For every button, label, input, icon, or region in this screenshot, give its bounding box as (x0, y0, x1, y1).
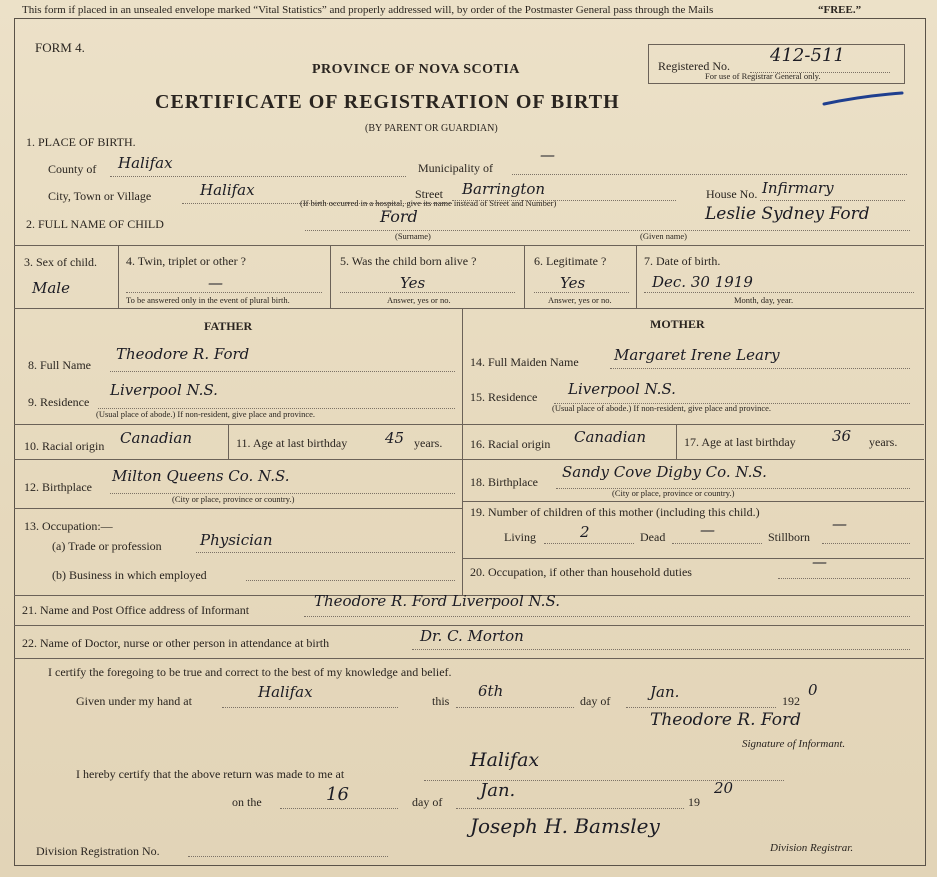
stillborn-value: — (832, 515, 847, 533)
division-registration-label: Division Registration No. (36, 844, 160, 858)
father-age-label: 11. Age at last birthday (236, 436, 348, 450)
father-racial-value: Canadian (120, 429, 193, 447)
mother-residence-note: (Usual place of abode.) If non-resident, give place and province. (552, 403, 772, 413)
child-surname-value: Ford (380, 207, 418, 226)
county-label: County of (48, 162, 97, 176)
hospital-note: (If birth occurred in a hospital, give its name instead of Street and Number) (300, 198, 557, 208)
return-place-value: Halifax (470, 749, 540, 771)
informant-label: 21. Name and Post Office address of Informant (22, 603, 250, 617)
registrar-signature: Joseph H. Bamsley (470, 814, 660, 838)
county-value: Halifax (118, 154, 173, 172)
division-registrar-caption: Division Registrar. (770, 842, 854, 854)
mother-name-value: Margaret Irene Leary (614, 346, 780, 364)
child-name-label: 2. FULL NAME OF CHILD (26, 217, 164, 231)
mother-name-label: 14. Full Maiden Name (470, 355, 579, 369)
mother-birthplace-label: 18. Birthplace (470, 475, 538, 489)
return-year-value: 20 (714, 779, 734, 797)
father-business-label: (b) Business in which employed (52, 568, 207, 582)
mother-heading: MOTHER (650, 317, 705, 331)
father-occupation-label: 13. Occupation:— (24, 519, 113, 533)
father-years: years. (414, 436, 443, 450)
legitimate-label: 6. Legitimate ? (534, 254, 607, 268)
place-of-birth-heading: 1. PLACE OF BIRTH. (26, 135, 136, 149)
given-year-prefix: 192 (782, 694, 800, 708)
father-age-value: 45 (385, 429, 405, 447)
father-trade-label: (a) Trade or profession (52, 539, 162, 553)
twin-label: 4. Twin, triplet or other ? (126, 254, 246, 268)
given-at-label: Given under my hand at (76, 694, 192, 708)
city-label: City, Town or Village (48, 189, 152, 203)
father-trade-value: Physician (200, 531, 273, 549)
province-heading: PROVINCE OF NOVA SCOTIA (312, 62, 520, 77)
pen-stroke-mark (822, 90, 906, 108)
legitimate-note: Answer, yes or no. (548, 295, 612, 305)
return-day-value: 16 (326, 784, 349, 805)
return-month-value: Jan. (480, 780, 516, 801)
municipality-label: Municipality of (418, 161, 493, 175)
given-name-caption: (Given name) (640, 231, 687, 241)
dead-value: — (700, 521, 715, 539)
mother-racial-value: Canadian (574, 428, 647, 446)
father-birthplace-value: Milton Queens Co. N.S. (112, 467, 290, 485)
living-value: 2 (580, 523, 590, 541)
informant-signature-caption: Signature of Informant. (742, 738, 846, 750)
mother-birthplace-note: (City or place, province or country.) (612, 488, 735, 498)
given-at-value: Halifax (258, 683, 313, 701)
house-value: Infirmary (762, 179, 834, 197)
doctor-label: 22. Name of Doctor, nurse or other person in attendance at birth (22, 636, 330, 650)
doctor-value: Dr. C. Morton (420, 627, 524, 645)
city-value: Halifax (200, 181, 255, 199)
child-given-name-value: Leslie Sydney Ford (705, 204, 870, 224)
alive-note: Answer, yes or no. (387, 295, 451, 305)
return-year-prefix: 19 (688, 795, 700, 809)
registrar-use-note: For use of Registrar General only. (705, 71, 821, 81)
certify-statement: I certify the foregoing to be true and correct to the best of my knowledge and belief. (48, 665, 452, 679)
alive-value: Yes (400, 274, 426, 292)
father-name-label: 8. Full Name (28, 358, 91, 372)
return-day-of-label: day of (412, 795, 443, 809)
father-birthplace-note: (City or place, province or country.) (172, 494, 295, 504)
certificate-subtitle: (BY PARENT OR GUARDIAN) (365, 123, 498, 134)
mother-occupation-value: — (812, 553, 827, 571)
father-heading: FATHER (204, 319, 253, 333)
return-made-label: I hereby certify that the above return was made to me at (76, 767, 345, 781)
postal-notice-free: “FREE.” (818, 4, 862, 16)
date-of-birth-note: Month, day, year. (734, 295, 794, 305)
postal-notice: This form if placed in an unsealed envelope marked “Vital Statistics” and properly addressed will, by order of the Postmaster General pass through the Mails (22, 4, 714, 16)
informant-value: Theodore R. Ford Liverpool N.S. (314, 592, 560, 610)
surname-caption: (Surname) (395, 231, 431, 241)
twin-value: — (208, 274, 223, 292)
street-label: Street (415, 187, 443, 201)
on-the-label: on the (232, 795, 262, 809)
date-of-birth-value: Dec. 30 1919 (652, 273, 753, 291)
legitimate-value: Yes (560, 274, 586, 292)
alive-label: 5. Was the child born alive ? (340, 254, 477, 268)
twin-note: To be answered only in the event of plural birth. (126, 295, 290, 305)
father-residence-value: Liverpool N.S. (110, 381, 218, 399)
dead-label: Dead (640, 530, 666, 544)
registered-number: 412-511 (770, 45, 845, 66)
certificate-title: CERTIFICATE OF REGISTRATION OF BIRTH (155, 91, 620, 113)
municipality-value: — (540, 146, 555, 164)
father-birthplace-label: 12. Birthplace (24, 480, 92, 494)
sex-label: 3. Sex of child. (24, 255, 97, 269)
stillborn-label: Stillborn (768, 530, 811, 544)
given-year-value: 0 (808, 681, 818, 699)
given-day-of-label: day of (580, 694, 611, 708)
mother-children-label: 19. Number of children of this mother (including this child.) (470, 505, 760, 519)
this-label: this (432, 694, 450, 708)
mother-residence-value: Liverpool N.S. (568, 380, 676, 398)
father-name-value: Theodore R. Ford (116, 345, 250, 363)
mother-years: years. (869, 435, 898, 449)
sex-value: Male (32, 279, 70, 297)
father-racial-label: 10. Racial origin (24, 439, 105, 453)
street-value: Barrington (462, 180, 546, 198)
informant-signature: Theodore R. Ford (650, 710, 802, 730)
given-day-value: 6th (478, 682, 504, 700)
mother-racial-label: 16. Racial origin (470, 437, 551, 451)
form-number: FORM 4. (35, 40, 85, 55)
date-of-birth-label: 7. Date of birth. (644, 254, 721, 268)
living-label: Living (504, 530, 536, 544)
house-label: House No. (706, 187, 758, 201)
mother-occupation-label: 20. Occupation, if other than household duties (470, 565, 692, 579)
given-month-value: Jan. (650, 683, 680, 701)
mother-age-value: 36 (832, 427, 852, 445)
mother-birthplace-value: Sandy Cove Digby Co. N.S. (562, 463, 767, 481)
mother-age-label: 17. Age at last birthday (684, 435, 796, 449)
registered-label: Registered No. (658, 59, 730, 73)
father-residence-label: 9. Residence (28, 395, 90, 409)
father-residence-note: (Usual place of abode.) If non-resident, give place and province. (96, 409, 316, 419)
mother-residence-label: 15. Residence (470, 390, 538, 404)
